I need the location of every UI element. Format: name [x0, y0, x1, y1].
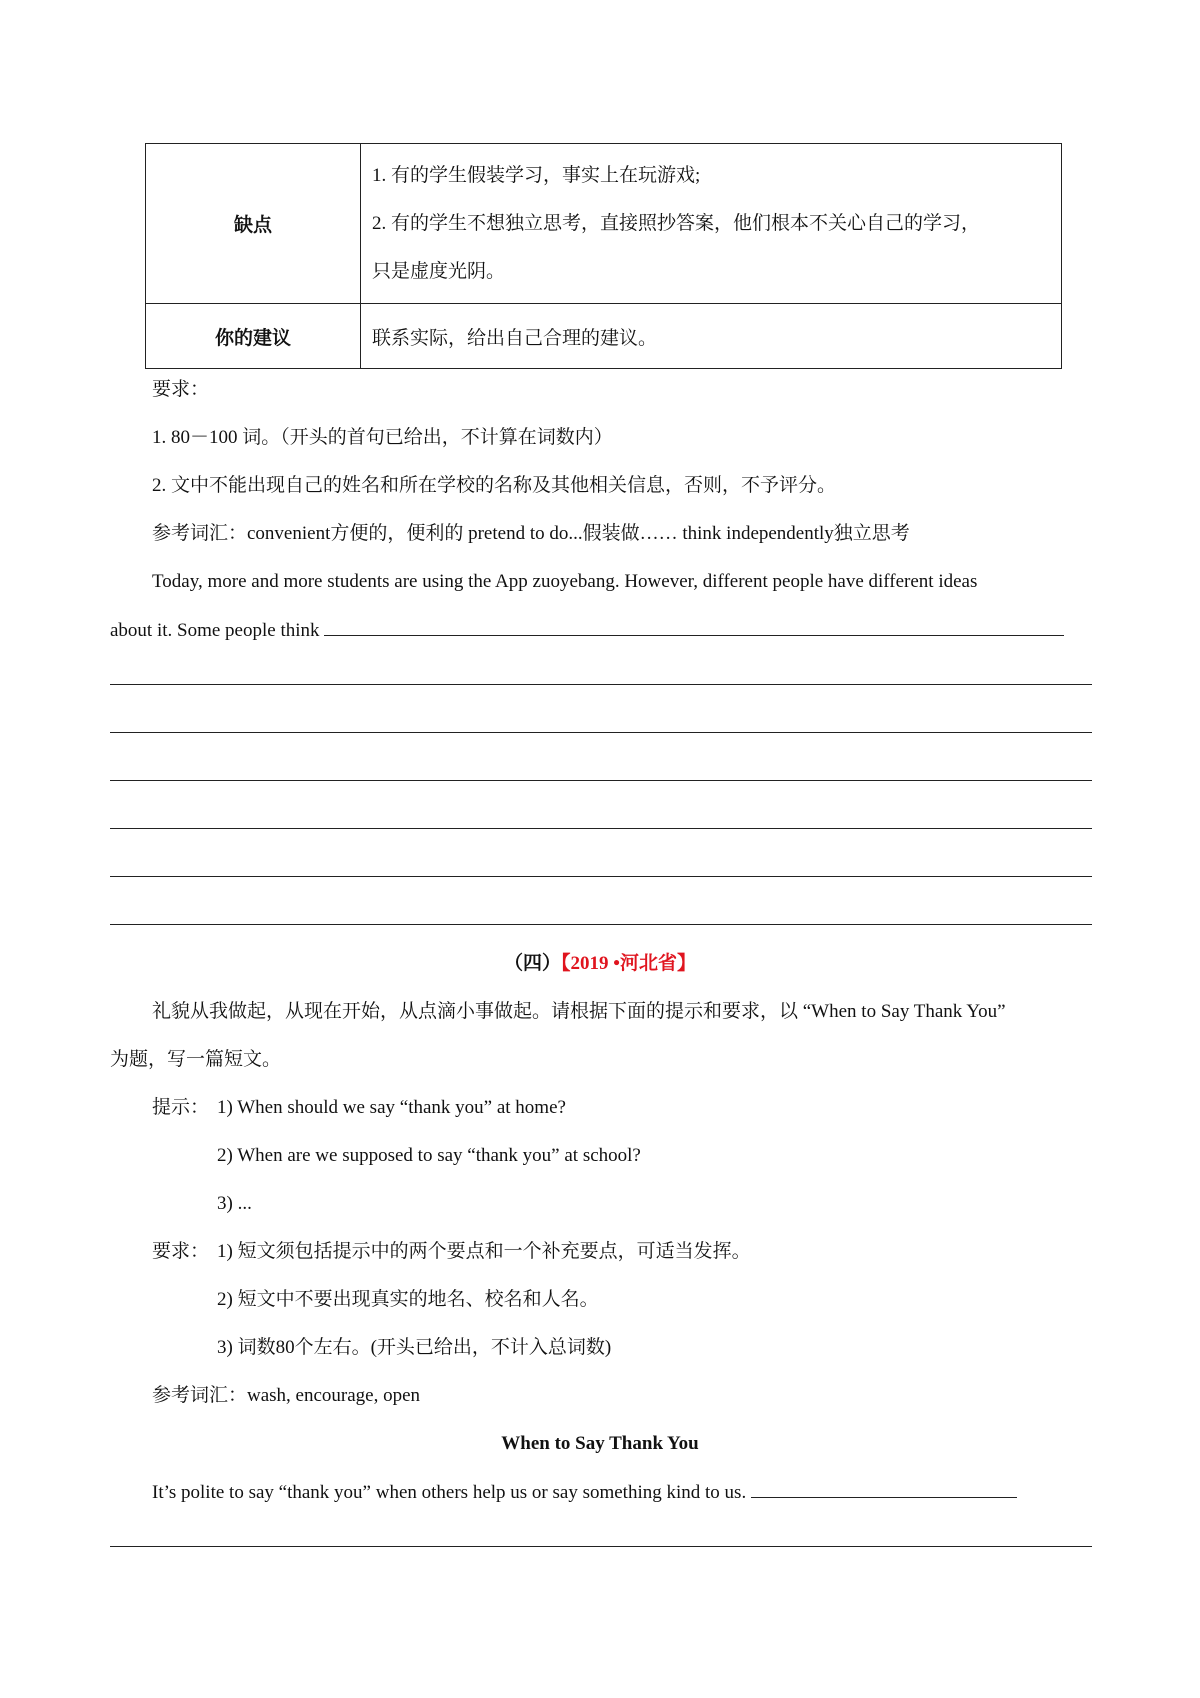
- requirement-item: 3) 词数80个左右。(开头已给出，不计入总词数): [217, 1337, 612, 1358]
- hint-item: 1) When should we say “thank you” at home?: [217, 1097, 566, 1118]
- essay-title: When to Say Thank You: [501, 1433, 699, 1454]
- cons-item: 2. 有的学生不想独立思考，直接照抄答案，他们根本不关心自己的学习，: [372, 212, 981, 234]
- reference-vocabulary: 参考词汇：convenient方便的，便利的 pretend to do...假装做…… think independently独立思考: [152, 523, 910, 544]
- cons-label: 缺点: [146, 144, 361, 304]
- requirement-item: 1. 80－100 词。（开头的首句已给出，不计算在词数内）: [152, 427, 613, 448]
- requirements-title: 要求：: [152, 1241, 210, 1262]
- answer-blank[interactable]: [751, 1479, 1017, 1498]
- suggestion-content: 联系实际，给出自己合理的建议。: [361, 304, 1062, 369]
- requirements-title: 要求：: [152, 379, 210, 400]
- requirement-item: 2. 文中不能出现自己的姓名和所在学校的名称及其他相关信息，否则，不予评分。: [152, 475, 837, 496]
- cons-row: [146, 144, 1062, 304]
- essay-opening-cont: [110, 617, 1064, 644]
- requirement-item: 1) 短文须包括提示中的两个要点和一个补充要点，可适当发挥。: [217, 1241, 751, 1262]
- answer-line[interactable]: [110, 924, 1092, 925]
- comparison-table: [145, 143, 1062, 369]
- source-tag: 【2019 •河北省】: [561, 953, 696, 974]
- answer-line[interactable]: [110, 780, 1092, 781]
- cons-item: 1. 有的学生假装学习，事实上在玩游戏;: [372, 164, 701, 186]
- answer-line[interactable]: [110, 828, 1092, 829]
- hint-item: 3) ...: [217, 1193, 252, 1214]
- answer-blank[interactable]: [324, 617, 1064, 636]
- essay-opening-text: about it. Some people think: [110, 620, 325, 641]
- suggestion-label: 你的建议: [146, 304, 361, 369]
- hint-item: 2) When are we supposed to say “thank you” at school?: [217, 1145, 641, 1166]
- hints-title: 提示：: [152, 1097, 210, 1118]
- section-heading: [0, 951, 1200, 977]
- reference-vocabulary: 参考词汇：wash, encourage, open: [152, 1385, 421, 1406]
- requirement-item: 2) 短文中不要出现真实的地名、校名和人名。: [217, 1289, 599, 1310]
- task-intro: 礼貌从我做起，从现在开始，从点滴小事做起。请根据下面的提示和要求，以 “When to Say Thank You”: [152, 1001, 1006, 1022]
- answer-line[interactable]: [110, 876, 1092, 877]
- essay-opening: Today, more and more students are using the App zuoyebang. However, different people have different ideas: [152, 571, 978, 592]
- cons-content: [361, 144, 1062, 304]
- essay-start-line: [152, 1479, 1017, 1506]
- task-intro-cont: 为题，写一篇短文。: [110, 1049, 282, 1070]
- answer-line[interactable]: [110, 1546, 1092, 1547]
- section-number: （四）: [504, 953, 562, 974]
- answer-line[interactable]: [110, 684, 1092, 685]
- cons-item: 只是虚度光阴。: [372, 260, 506, 282]
- suggestion-row: [146, 304, 1062, 369]
- essay-start-text: It’s polite to say “thank you” when others help us or say something kind to us.: [152, 1482, 751, 1503]
- answer-line[interactable]: [110, 732, 1092, 733]
